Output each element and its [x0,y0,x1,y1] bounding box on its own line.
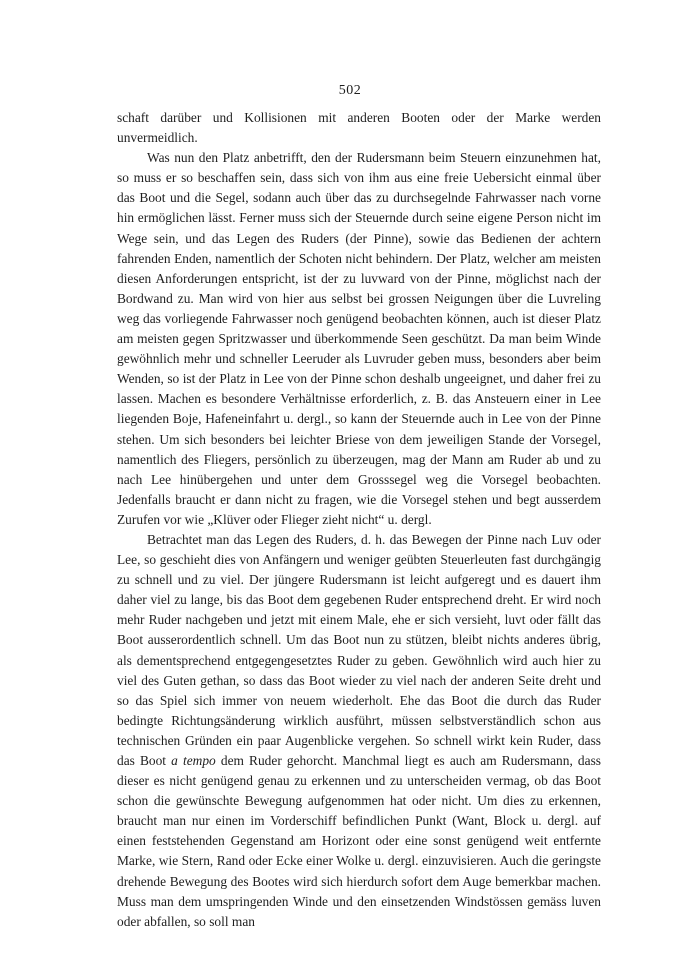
page-number: 502 [338,83,362,98]
paragraph-text-after: dem Ruder gehorcht. Manchmal liegt es auch am Rudersmann, dass dieser es nicht genügend genau zu erkennen und zu unterscheiden vermag, ob das Boot schon die gewünschte Bewegung aufgenommen hat oder nicht. Um dies zu erkennen, braucht man nur einen im Vorderschiff befindlichen Punkt (Want, Block u. dergl. auf einen feststehenden Gegenstand am Horizont oder eine sonst genügend weit entfernte Marke, wie Stern, Rand oder Ecke einer Wolke u. dergl. einzuvisieren. Auch die geringste drehende Bewegung des Bootes wird sich hierdurch sofort dem Auge bemerkbar machen. Muss man dem umspringenden Winde und den einsetzenden Windstössen gemäss luven oder abfallen, so soll man [117,753,601,929]
paragraph-steering-position: Was nun den Platz anbetrifft, den der Rudersmann beim Steuern einzunehmen hat, so muss er so beschaffen sein, dass sich von ihm aus eine freie Uebersicht einmal über das Boot und die Segel, sodann auch über das zu durchsegelnde Fahrwasser nach vorne hin ermöglichen lässt. Ferner muss sich der Steuernde durch seine eigene Person nicht im Wege sein, und das Legen des Ruders (der Pinne), sowie das Bedienen der achtern fahrenden Enden, namentlich der Schoten nicht behindern. Der Platz, welcher am meisten diesen Anforderungen entspricht, ist der zu luvward von der Pinne, möglichst nach der Bordwand zu. Man wird von hier aus selbst bei grossen Neigungen über die Luvreling weg das vorliegende Fahrwasser noch genügend beobachten können, auch ist dieser Platz am meisten gegen Spritzwasser und überkommende Seen geschützt. Da man beim Winde gewöhnlich mehr und schneller Leeruder als Luvruder geben muss, besonders aber beim Wenden, so ist der Platz in Lee von der Pinne schon deshalb ungeeignet, und daher frei zu lassen. Machen es besondere Verhältnisse erforderlich, z. B. das Ansteuern einer in Lee liegenden Boje, Hafeneinfahrt u. dergl., so kann der Steuernde auch in Lee von der Pinne stehen. Um sich besonders bei leichter Briese von dem jeweiligen Stande der Vorsegel, namentlich des Fliegers, persönlich zu überzeugen, mag der Mann am Ruder ab und zu nach Lee hinübergehen und unter dem Grosssegel weg die Vorsegel beobachten. Jedenfalls braucht er dann nicht zu fragen, wie die Vorsegel stehen und begt ausserdem Zurufen vor wie „Klüver oder Flieger zieht nicht“ u. dergl. [117,150,601,527]
paragraph-rudder-handling [117,530,601,932]
paragraph-text-before: Betrachtet man das Legen des Ruders, d. h. das Bewegen der Pinne nach Luv oder Lee, so geschieht dies von Anfängern und weniger geübten Steuerleuten fast durchgängig zu schnell und zu viel. Der jüngere Rudersmann ist leicht aufgeregt und es dauert ihm daher viel zu lange, bis das Boot dem gegebenen Ruder entsprechend dreht. Er wird noch mehr Ruder nachgeben und jetzt mit einem Male, ehe er sich versieht, luvt oder fällt das Boot ausserordentlich schnell. Um das Boot nun zu stützen, bleibt nichts anderes übrig, als dementsprechend entgegengesetztes Ruder zu geben. Gewöhnlich wird auch hier zu viel des Guten gethan, so dass das Boot wieder zu viel nach der anderen Seite dreht und so das Spiel sich immer von neuem wiederholt. Ehe das Boot die durch das Ruder bedingte Richtungsänderung wirklich ausführt, müssen selbstverständlich schon aus technischen Gründen ein paar Augenblicke vergehen. So schnell wirkt kein Ruder, dass das Boot [117,531,601,768]
body-text [117,108,601,932]
emphasis-a-tempo: a tempo [171,753,216,768]
paragraph-continuation: schaft darüber und Kollisionen mit anderen Booten oder der Marke werden unvermeidlich. [117,110,601,146]
